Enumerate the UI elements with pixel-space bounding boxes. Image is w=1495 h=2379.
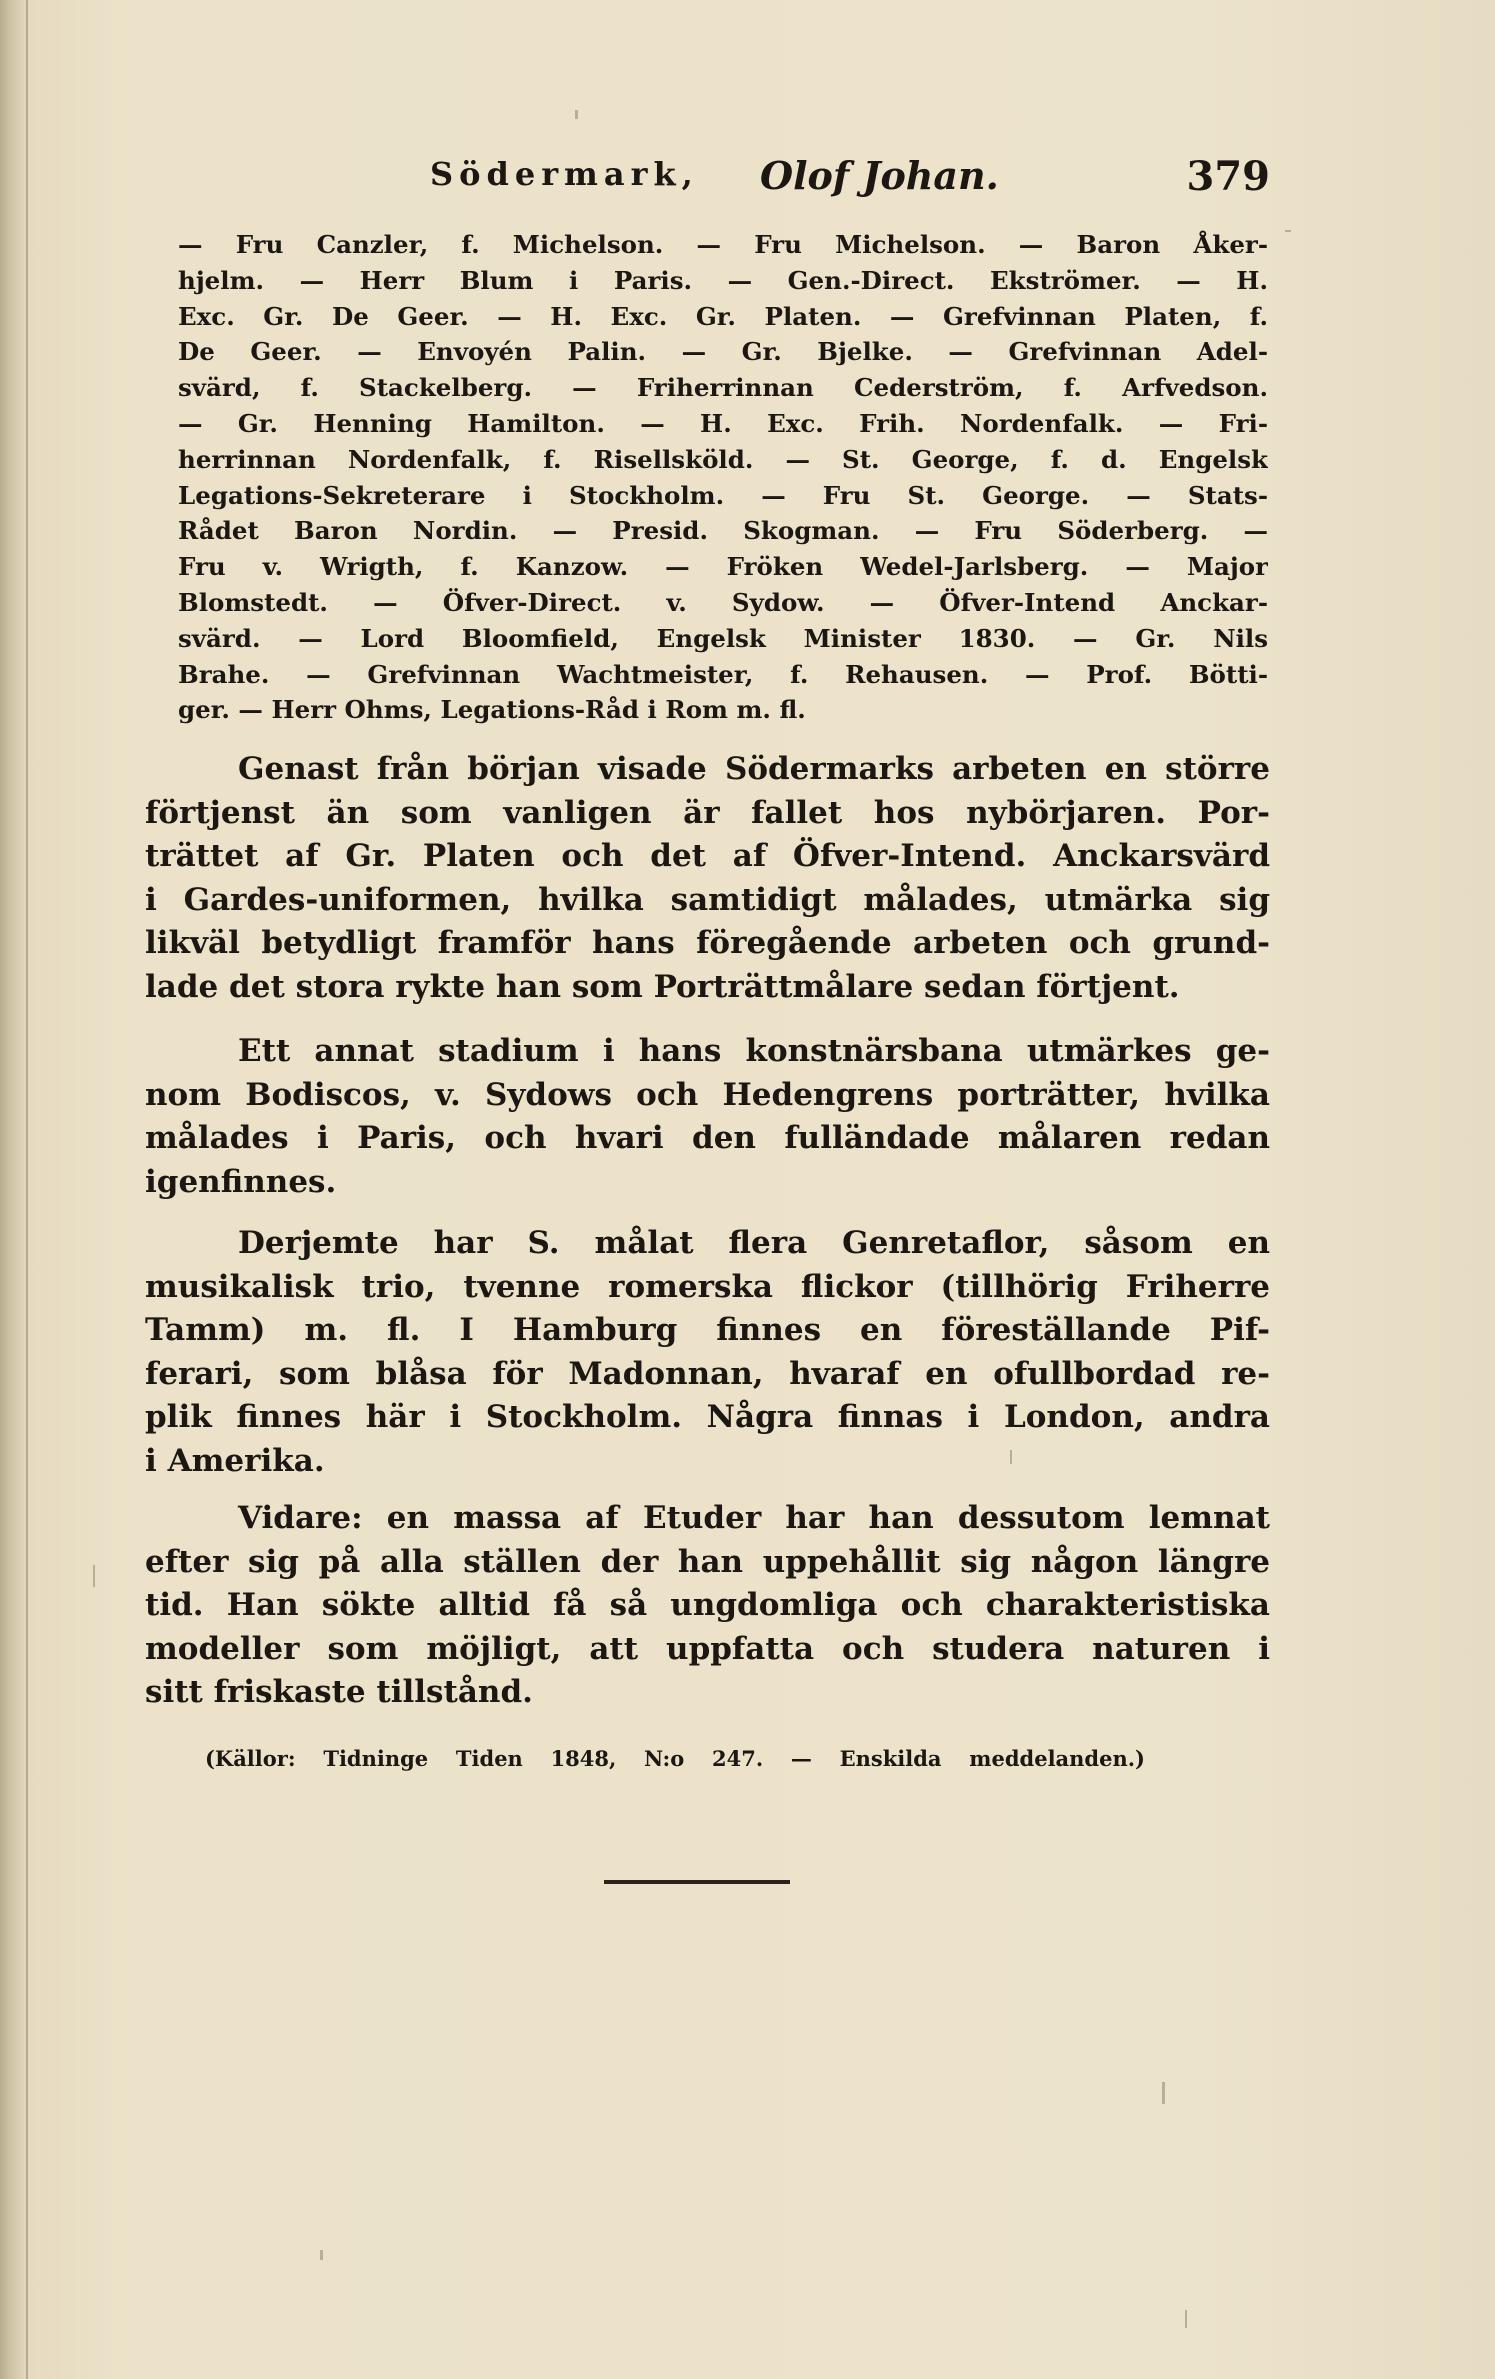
running-head-name: Olof Johan. (760, 153, 999, 198)
paragraph-2 (145, 1030, 1270, 1204)
paragraph-line: nom Bodiscos, v. Sydows och Hedengrens porträtter, hvilka (145, 1076, 1270, 1113)
names-line: Exc. Gr. De Geer. — H. Exc. Gr. Platen. — Grefvinnan Platen, f. (178, 301, 1268, 331)
names-line: Fru v. Wrigth, f. Kanzow. — Fröken Wedel-Jarlsberg. — Major (178, 552, 1268, 582)
paragraph-line: likväl betydligt framför hans föregående arbeten och grund- (145, 925, 1270, 961)
paragraph-line: i Gardes-uniformen, hvilka samtidigt målades, utmärka sig (145, 881, 1270, 918)
sources-note: (Källor: Tidninge Tiden 1848, N:o 247. — Enskilda meddelanden.) (205, 1746, 1145, 1771)
names-list (178, 227, 1268, 728)
paper-speck (320, 2250, 323, 2260)
paragraph-line: igenfinnes. (145, 1163, 337, 1200)
paper-speck (1185, 2310, 1187, 2328)
paragraph-line: förtjenst än som vanligen är fallet hos nybörjaren. Por- (145, 794, 1270, 831)
paper-speck (1162, 2082, 1165, 2104)
names-line: svärd. — Lord Bloomfield, Engelsk Minister 1830. — Gr. Nils (178, 623, 1268, 653)
paragraph-line: målades i Paris, och hvari den fulländade målaren redan (145, 1120, 1270, 1156)
paragraph-line: lade det stora rykte han som Porträttmålare sedan förtjent. (145, 968, 1180, 1005)
paragraph-line: tid. Han sökte alltid få så ungdomliga och charakteristiska (145, 1587, 1270, 1623)
names-line: hjelm. — Herr Blum i Paris. — Gen.-Direct. Ekströmer. — H. (178, 265, 1268, 295)
paper-speck (1285, 230, 1291, 232)
paragraph-4 (145, 1497, 1270, 1715)
paragraph-line: Vidare: en massa af Etuder har han dessutom lemnat (238, 1500, 1270, 1536)
paper-speck (1010, 1450, 1012, 1464)
paragraph-3 (145, 1222, 1270, 1483)
names-line: — Gr. Henning Hamilton. — H. Exc. Frih. Nordenfalk. — Fri- (178, 408, 1268, 438)
paragraph-line: efter sig på alla ställen der han uppehållit sig någon längre (145, 1543, 1270, 1580)
paper-speck (575, 110, 578, 119)
names-line: svärd, f. Stackelberg. — Friherrinnan Cederström, f. Arfvedson. (178, 373, 1268, 403)
paragraph-line: Genast från början visade Södermarks arbeten en större (238, 751, 1270, 787)
names-line: Brahe. — Grefvinnan Wachtmeister, f. Rehausen. — Prof. Bötti- (178, 659, 1268, 689)
paragraph-line: i Amerika. (145, 1442, 325, 1479)
running-head: Södermark, (430, 155, 699, 193)
paragraph-line: plik finnes här i Stockholm. Några finnas i London, andra (145, 1399, 1270, 1435)
paragraph-line: musikalisk trio, tvenne romerska flickor (tillhörig Friherre (145, 1268, 1270, 1305)
names-line: herrinnan Nordenfalk, f. Risellsköld. — St. George, f. d. Engelsk (178, 444, 1268, 474)
paragraph-line: sitt friskaste tillstånd. (145, 1674, 533, 1710)
paragraph-1 (145, 748, 1270, 1009)
paragraph-line: trättet af Gr. Platen och det af Öfver-Intend. Anckarsvärd (145, 838, 1270, 874)
end-rule (604, 1880, 790, 1884)
binding-edge (0, 0, 24, 2379)
paragraph-line: Derjemte har S. målat flera Genretaflor, såsom en (238, 1225, 1270, 1261)
names-line: — Fru Canzler, f. Michelson. — Fru Michelson. — Baron Åker- (178, 230, 1268, 259)
paragraph-line: Tamm) m. fl. I Hamburg finnes en föreställande Pif- (145, 1312, 1270, 1348)
page-header (430, 155, 1270, 215)
names-line: ger. — Herr Ohms, Legations-Råd i Rom m. fl. (178, 695, 806, 725)
paragraph-line: ferari, som blåsa för Madonnan, hvaraf en ofullbordad re- (145, 1355, 1270, 1392)
names-line: Blomstedt. — Öfver-Direct. v. Sydow. — Öfver-Intend Anckar- (178, 587, 1268, 617)
names-line: Legations-Sekreterare i Stockholm. — Fru St. George. — Stats- (178, 480, 1268, 510)
page-number: 379 (1186, 153, 1270, 200)
paragraph-line: Ett annat stadium i hans konstnärsbana utmärkes ge- (238, 1033, 1270, 1069)
names-line: Rådet Baron Nordin. — Presid. Skogman. — Fru Söderberg. — (178, 516, 1268, 546)
names-line: De Geer. — Envoyén Palin. — Gr. Bjelke. — Grefvinnan Adel- (178, 337, 1268, 367)
paragraph-line: modeller som möjligt, att uppfatta och studera naturen i (145, 1630, 1270, 1667)
paper-speck (93, 1565, 95, 1587)
binding-line (26, 0, 28, 2379)
